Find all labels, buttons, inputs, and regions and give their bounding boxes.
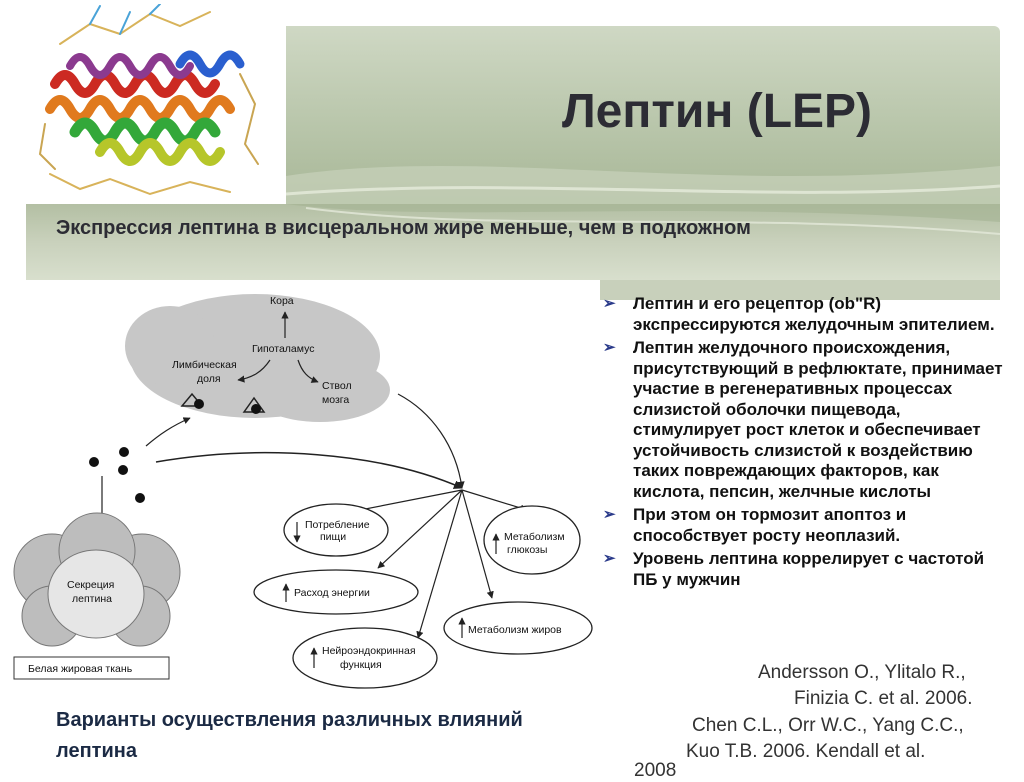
page-title: Лептин (LEP) bbox=[562, 85, 873, 138]
citation-line: Kuo T.B. 2006. Kendall et al. bbox=[686, 741, 926, 762]
food-label-line1: Потребление bbox=[305, 519, 370, 531]
bullet-text: Уровень лептина коррелирует с частотой ПБ у мужчин bbox=[633, 549, 985, 589]
citation-line: Andersson O., Ylitalo R., bbox=[758, 662, 966, 683]
glucose-label-line2: глюкозы bbox=[507, 544, 548, 556]
citation-line: 2008 bbox=[634, 760, 677, 781]
bullet-text: При этом он тормозит апоптоз и способствует росту неоплазий. bbox=[633, 505, 907, 545]
glucose-label-line1: Метаболизм bbox=[504, 531, 565, 543]
secretion-label-line2: лептина bbox=[72, 593, 112, 605]
citation-line: Chen C.L., Orr W.C., Yang C.C., bbox=[692, 715, 964, 736]
bullet-item bbox=[603, 505, 1003, 546]
bullet-item bbox=[603, 549, 1003, 590]
subtitle-wave-decoration bbox=[26, 204, 1000, 280]
diagram-caption: Варианты осуществления различных влияний лептина bbox=[56, 709, 523, 762]
arrow-bullet-icon: ➢ bbox=[603, 550, 616, 567]
bullet-list bbox=[603, 294, 1003, 593]
arrow-bullet-icon: ➢ bbox=[603, 339, 616, 356]
limbic-label-line1: Лимбическая bbox=[172, 359, 237, 371]
leptin-effects-diagram bbox=[0, 276, 600, 696]
arrow-bullet-icon: ➢ bbox=[603, 506, 616, 523]
brainstem-label-line1: Ствол bbox=[322, 380, 352, 392]
neuro-label-line2: функция bbox=[340, 659, 382, 671]
bullet-text: Лептин и его рецептор (ob"R) экспрессируются желудочным эпителием. bbox=[633, 294, 995, 334]
arrow-bullet-icon: ➢ bbox=[603, 295, 616, 312]
bullet-item bbox=[603, 294, 1003, 335]
fat-metabolism-label: Метаболизм жиров bbox=[468, 624, 562, 636]
neuro-label-line1: Нейроэндокринная bbox=[322, 645, 416, 657]
hypothalamus-label: Гипоталамус bbox=[252, 343, 315, 355]
limbic-label-line2: доля bbox=[197, 373, 221, 385]
leptin-protein-structure-image bbox=[30, 4, 262, 204]
citation-line: Finizia C. et al. 2006. bbox=[794, 688, 973, 709]
cortex-label: Кора bbox=[270, 295, 294, 307]
brainstem-label-line2: мозга bbox=[322, 394, 350, 406]
secretion-label-line1: Секреция bbox=[67, 579, 115, 591]
subtitle-band bbox=[26, 204, 1000, 280]
bullet-item bbox=[603, 338, 1003, 502]
energy-label: Расход энергии bbox=[294, 587, 370, 599]
subtitle: Экспрессия лептина в висцеральном жире меньше, чем в подкожном bbox=[56, 217, 751, 239]
white-fat-label: Белая жировая ткань bbox=[28, 663, 133, 675]
bullet-text: Лептин желудочного происхождения, присутствующий в рефлюктате, принимает участие в регенеративных процессах слизистой оболочки пищевода, стимулирует рост клеток и обеспечивает устойчивость слизистой к воздействию таких повреждающих факторов, как кислота, пепсин, желчные кислоты bbox=[633, 338, 1003, 501]
food-label-line2: пищи bbox=[320, 531, 347, 543]
